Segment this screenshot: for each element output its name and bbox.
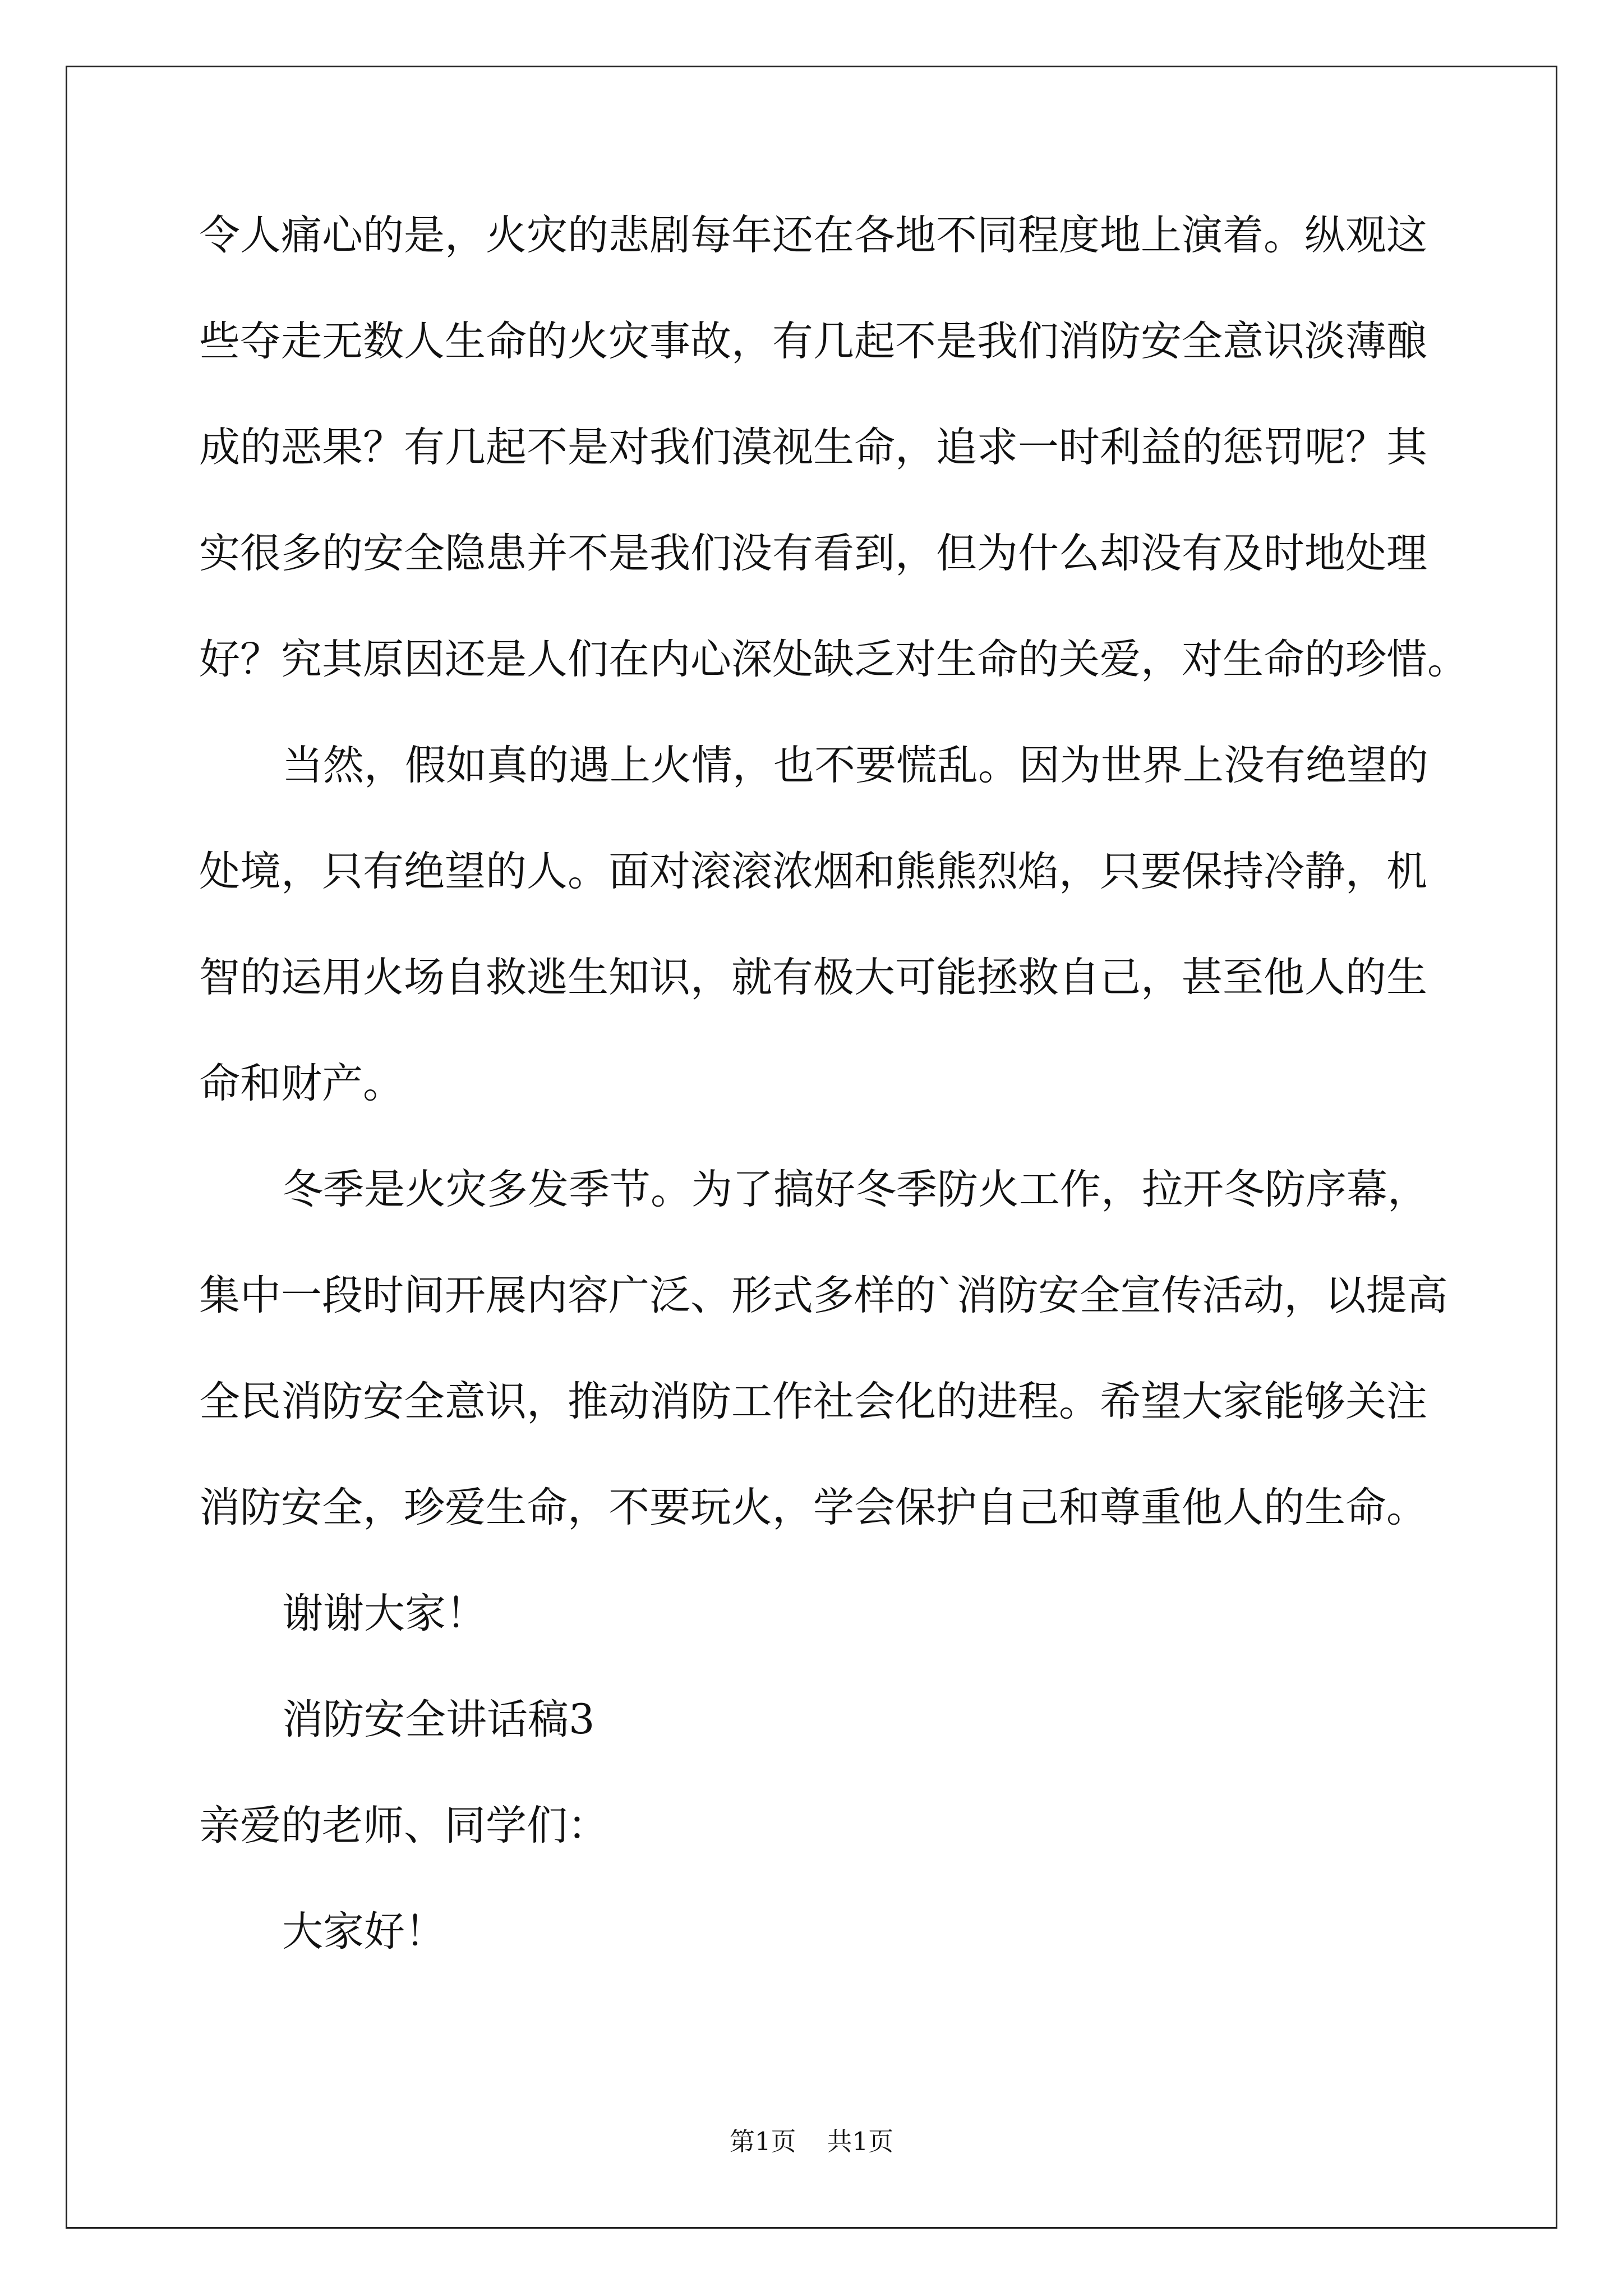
paragraph-line: 令人痛心的是，火灾的悲剧每年还在各地不同程度地上演着。纵观这 — [199, 211, 1427, 259]
paragraph-line: 消防安全，珍爱生命，不要玩火，学会保护自己和尊重他人的生命。 — [199, 1484, 1427, 1531]
paragraph-line: 全民消防安全意识，推动消防工作社会化的进程。希望大家能够关注 — [199, 1378, 1427, 1425]
document-body — [199, 205, 1468, 2007]
paragraph-line: 处境，只有绝望的人。面对滚滚浓烟和熊熊烈焰，只要保持冷静，机 — [199, 848, 1427, 895]
page-footer — [0, 2125, 1623, 2159]
section-title: 消防安全讲话稿3 — [282, 1696, 595, 1743]
paragraph-line: 冬季是火灾多发季节。为了搞好冬季防火工作，拉开冬防序幕， — [282, 1166, 1428, 1213]
paragraph-line: 当然，假如真的遇上火情，也不要慌乱。因为世界上没有绝望的 — [282, 742, 1428, 789]
greeting: 大家好！ — [282, 1908, 446, 1955]
paragraph-line: 些夺走无数人生命的火灾事故，有几起不是我们消防安全意识淡薄酿 — [199, 318, 1427, 365]
paragraph-line: 智的运用火场自救逃生知识，就有极大可能拯救自己，甚至他人的生 — [199, 954, 1427, 1001]
salutation: 亲爱的老师、同学们： — [199, 1802, 608, 1849]
closing-thanks: 谢谢大家！ — [282, 1590, 487, 1637]
paragraph-line: 集中一段时间开展内容广泛、形式多样的`消防安全宣传活动，以提高 — [199, 1272, 1448, 1319]
paragraph-line: 命和财产。 — [199, 1060, 404, 1107]
page-number-total: 共1页 — [827, 2127, 894, 2156]
paragraph-line: 实很多的安全隐患并不是我们没有看到，但为什么却没有及时地处理 — [199, 530, 1427, 577]
page-number-current: 第1页 — [729, 2127, 796, 2156]
paragraph-line: 好？究其原因还是人们在内心深处缺乏对生命的关爱，对生命的珍惜。 — [199, 636, 1468, 683]
paragraph-line: 成的恶果？有几起不是对我们漠视生命，追求一时利益的惩罚呢？其 — [199, 424, 1427, 471]
